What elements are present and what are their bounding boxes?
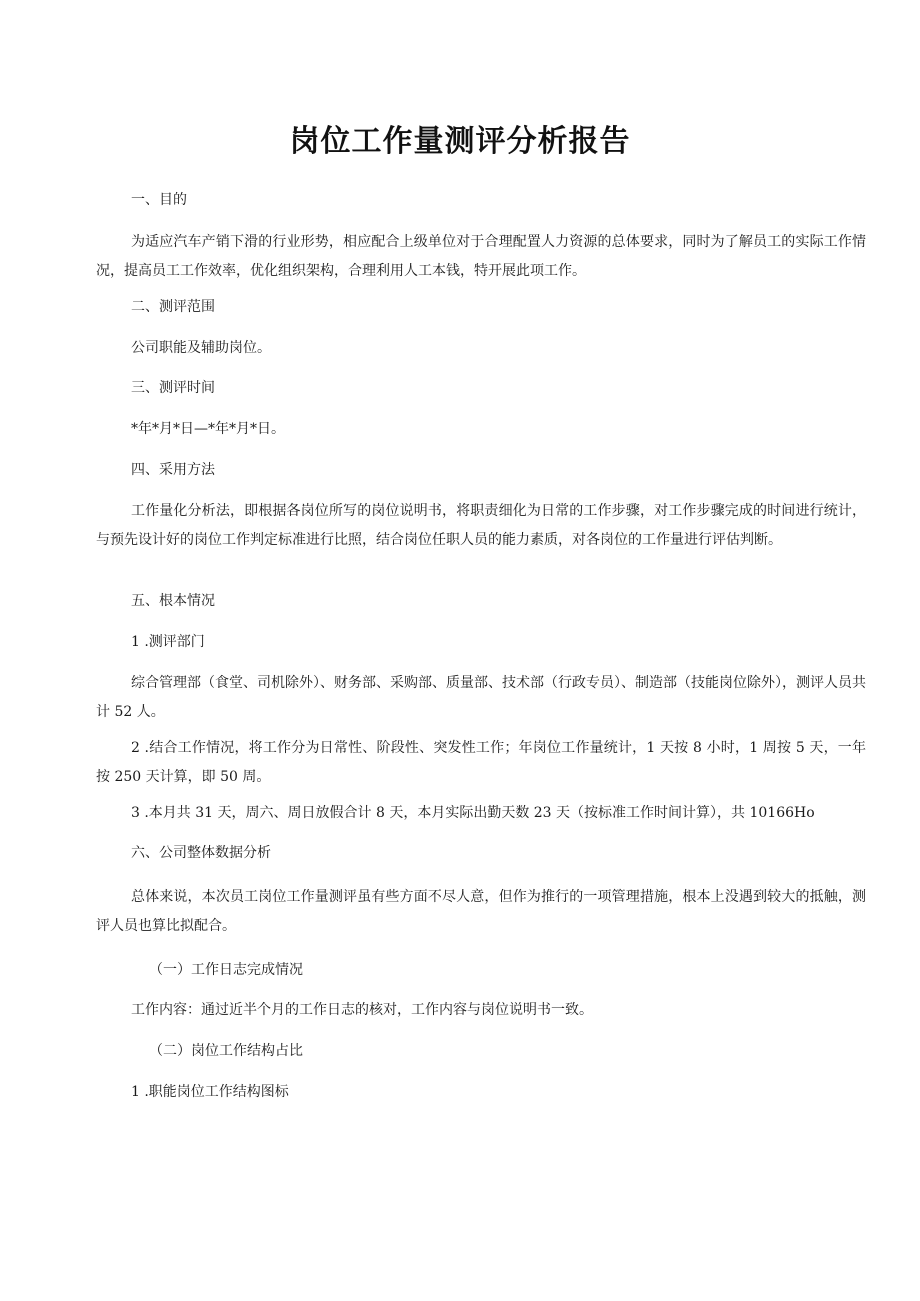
scope-paragraph: 公司职能及辅助岗位。 — [131, 340, 271, 356]
analysis-paragraph: 总体来说，本次员工岗位工作量测评虽有些方面不尽人意，但作为推行的一项管理措施，根本上没遇到较大的抵触，测评人员也算比拟配合。 — [96, 889, 866, 934]
basic-item1-heading: 1 .测评部门 — [131, 634, 205, 650]
analysis-heading: 六、公司整体数据分析 — [131, 845, 271, 861]
method-heading: 四、采用方法 — [131, 462, 215, 478]
time-paragraph: *年*月*日—*年*月*日。 — [131, 421, 285, 437]
structure-heading: （二）岗位工作结构占比 — [149, 1043, 303, 1059]
purpose-paragraph: 为适应汽车产销下滑的行业形势，相应配合上级单位对于合理配置人力资源的总体要求，同时为了解员工的实际工作情况，提高员工工作效率，优化组织架构，合理利用人工本钱，特开展此项工作。 — [96, 234, 866, 279]
basic-heading: 五、根本情况 — [131, 593, 215, 609]
structure-item1: 1 .职能岗位工作结构图标 — [131, 1084, 289, 1100]
scope-heading: 二、测评范围 — [131, 299, 215, 315]
method-paragraph: 工作量化分析法，即根据各岗位所写的岗位说明书，将职责细化为日常的工作步骤，对工作步骤完成的时间进行统计，与预先设计好的岗位工作判定标准进行比照，结合岗位任职人员的能力素质，对各岗位的工作量进行评估判断。 — [96, 503, 866, 548]
basic-item2-paragraph: 2 .结合工作情况，将工作分为日常性、阶段性、突发性工作；年岗位工作量统计，1 天按 8 小时，1 周按 5 天，一年按 250 天计算，即 50 周。 — [96, 740, 866, 785]
basic-item1-paragraph: 综合管理部（食堂、司机除外）、财务部、采购部、质量部、技术部（行政专员）、制造部（技能岗位除外），测评人员共计 52 人。 — [96, 675, 866, 720]
log-heading: （一）工作日志完成情况 — [149, 962, 303, 978]
log-paragraph: 工作内容：通过近半个月的工作日志的核对，工作内容与岗位说明书一致。 — [131, 1002, 593, 1018]
basic-item3-paragraph: 3 .本月共 31 天，周六、周日放假合计 8 天，本月实际出勤天数 23 天（按标准工作时间计算），共 10166Ho — [131, 805, 815, 821]
document-title: 岗位工作量测评分析报告 — [289, 124, 631, 159]
purpose-heading: 一、目的 — [131, 192, 187, 208]
time-heading: 三、测评时间 — [131, 380, 215, 396]
